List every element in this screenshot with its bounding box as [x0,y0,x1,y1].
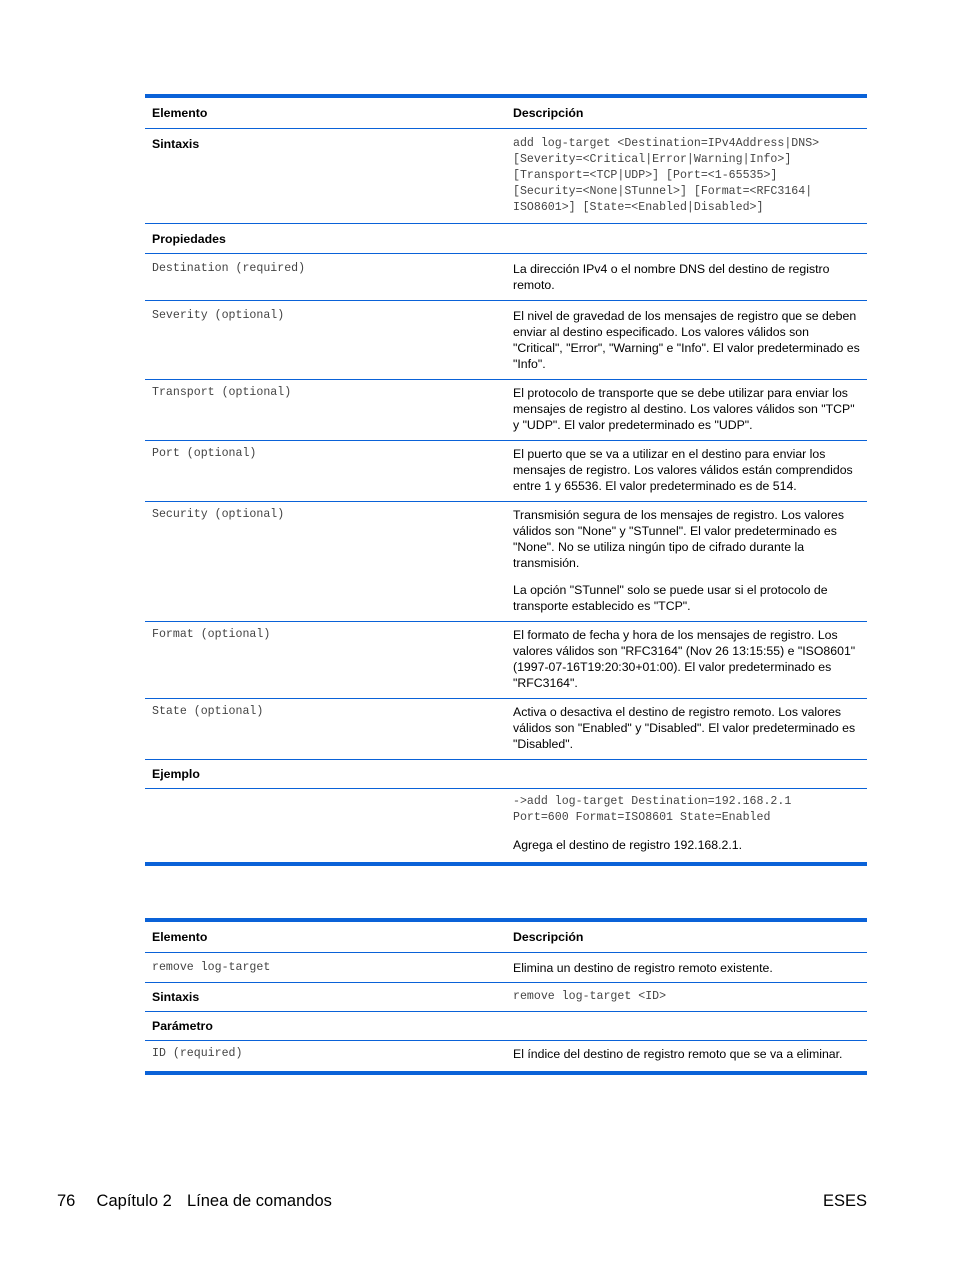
property-desc: Activa o desactiva el destino de registro remoto. Los valores válidos son "Enabled" y "Disabled". El valor predeterminado es "Disabled". [506,699,867,760]
property-name: Format (optional) [145,622,506,699]
param-row-id [145,1041,867,1074]
table-header [145,920,867,953]
property-name: State (optional) [145,699,506,760]
code-line: ISO8601>] [State=<Enabled|Disabled>] [513,201,764,214]
column-header-descripcion: Descripción [506,920,867,953]
command-name: remove log-target [145,953,506,983]
column-header-elemento: Elemento [145,96,506,129]
sintaxis-label: Sintaxis [145,129,506,224]
parametro-row [145,1012,867,1041]
parametro-label: Parámetro [145,1012,506,1041]
command-desc: Elimina un destino de registro remoto existente. [506,953,867,983]
sintaxis-label: Sintaxis [145,983,506,1012]
property-row-security [145,502,867,622]
propiedades-label: Propiedades [145,224,506,254]
property-desc: El protocolo de transporte que se debe utilizar para enviar los mensajes de registro al destino. Los valores válidos son "TCP" y "UDP". El valor predeterminado es "UDP". [506,380,867,441]
example-row [145,789,867,865]
property-row-transport [145,380,867,441]
property-row-state [145,699,867,760]
property-row-destination [145,254,867,301]
sintaxis-code: remove log-target <ID> [506,983,867,1012]
property-row-port [145,441,867,502]
property-name: Port (optional) [145,441,506,502]
sintaxis-code [506,129,867,224]
page-footer-left [57,1191,332,1211]
param-name: ID (required) [145,1041,506,1074]
example-desc: Agrega el destino de registro 192.168.2.1. [513,838,743,852]
example-content [506,789,867,865]
property-desc: El nivel de gravedad de los mensajes de registro que se deben enviar al destino especificado. Los valores válidos son "Critical", "Error", "Warning" e "Info". El valor predeterminado es "Info". [506,301,867,380]
column-header-elemento: Elemento [145,920,506,953]
ejemplo-label: Ejemplo [145,760,506,789]
page-number: 76 [57,1192,76,1210]
code-line: [Severity=<Critical|Error|Warning|Info>] [513,153,792,166]
property-name: Destination (required) [145,254,506,301]
region-code: ESES [822,1192,867,1210]
property-name: Severity (optional) [145,301,506,380]
property-row-severity [145,301,867,380]
sintaxis-row [145,129,867,224]
code-line: [Transport=<TCP|UDP>] [Port=<1-65535>] [513,169,778,182]
code-line: add log-target <Destination=IPv4Address|DNS> [513,137,820,150]
command-row [145,953,867,983]
property-name: Transport (optional) [145,380,506,441]
ejemplo-row [145,760,867,789]
property-row-format [145,622,867,699]
table-header [145,96,867,129]
code-line: [Security=<None|STunnel>] [Format=<RFC3164| [513,185,813,198]
page-footer-right [823,1191,867,1211]
propiedades-row [145,224,867,254]
property-desc: Transmisión segura de los mensajes de registro. Los valores válidos son "None" y "STunnel". El valor predeterminado es "None". No se utiliza ningún tipo de cifrado durante la transmisión. La opción "STunnel" solo se puede usar si el protocolo de transporte establecido es "TCP". [506,502,867,622]
property-name: Security (optional) [145,502,506,622]
log-target-table [145,94,867,866]
example-code-line: Port=600 Format=ISO8601 State=Enabled [513,811,771,824]
chapter-label: Capítulo 2 [96,1192,172,1210]
property-desc: El puerto que se va a utilizar en el destino para enviar los mensajes de registro. Los valores válidos están comprendidos entre 1 y 65536. El valor predeterminado es de 514. [506,441,867,502]
sintaxis-row [145,983,867,1012]
property-desc: El formato de fecha y hora de los mensajes de registro. Los valores válidos son "RFC3164" (Nov 26 13:15:55) e "ISO8601" (1997-07-16T19:20:30+01:00). El valor predeterminado es "RFC3164". [506,622,867,699]
column-header-descripcion: Descripción [506,96,867,129]
chapter-title: Línea de comandos [186,1192,332,1210]
property-desc: La dirección IPv4 o el nombre DNS del destino de registro remoto. [506,254,867,301]
remove-log-target-table [145,918,867,1075]
example-code-line: ->add log-target Destination=192.168.2.1 [513,795,792,808]
param-desc: El índice del destino de registro remoto que se va a eliminar. [506,1041,867,1074]
